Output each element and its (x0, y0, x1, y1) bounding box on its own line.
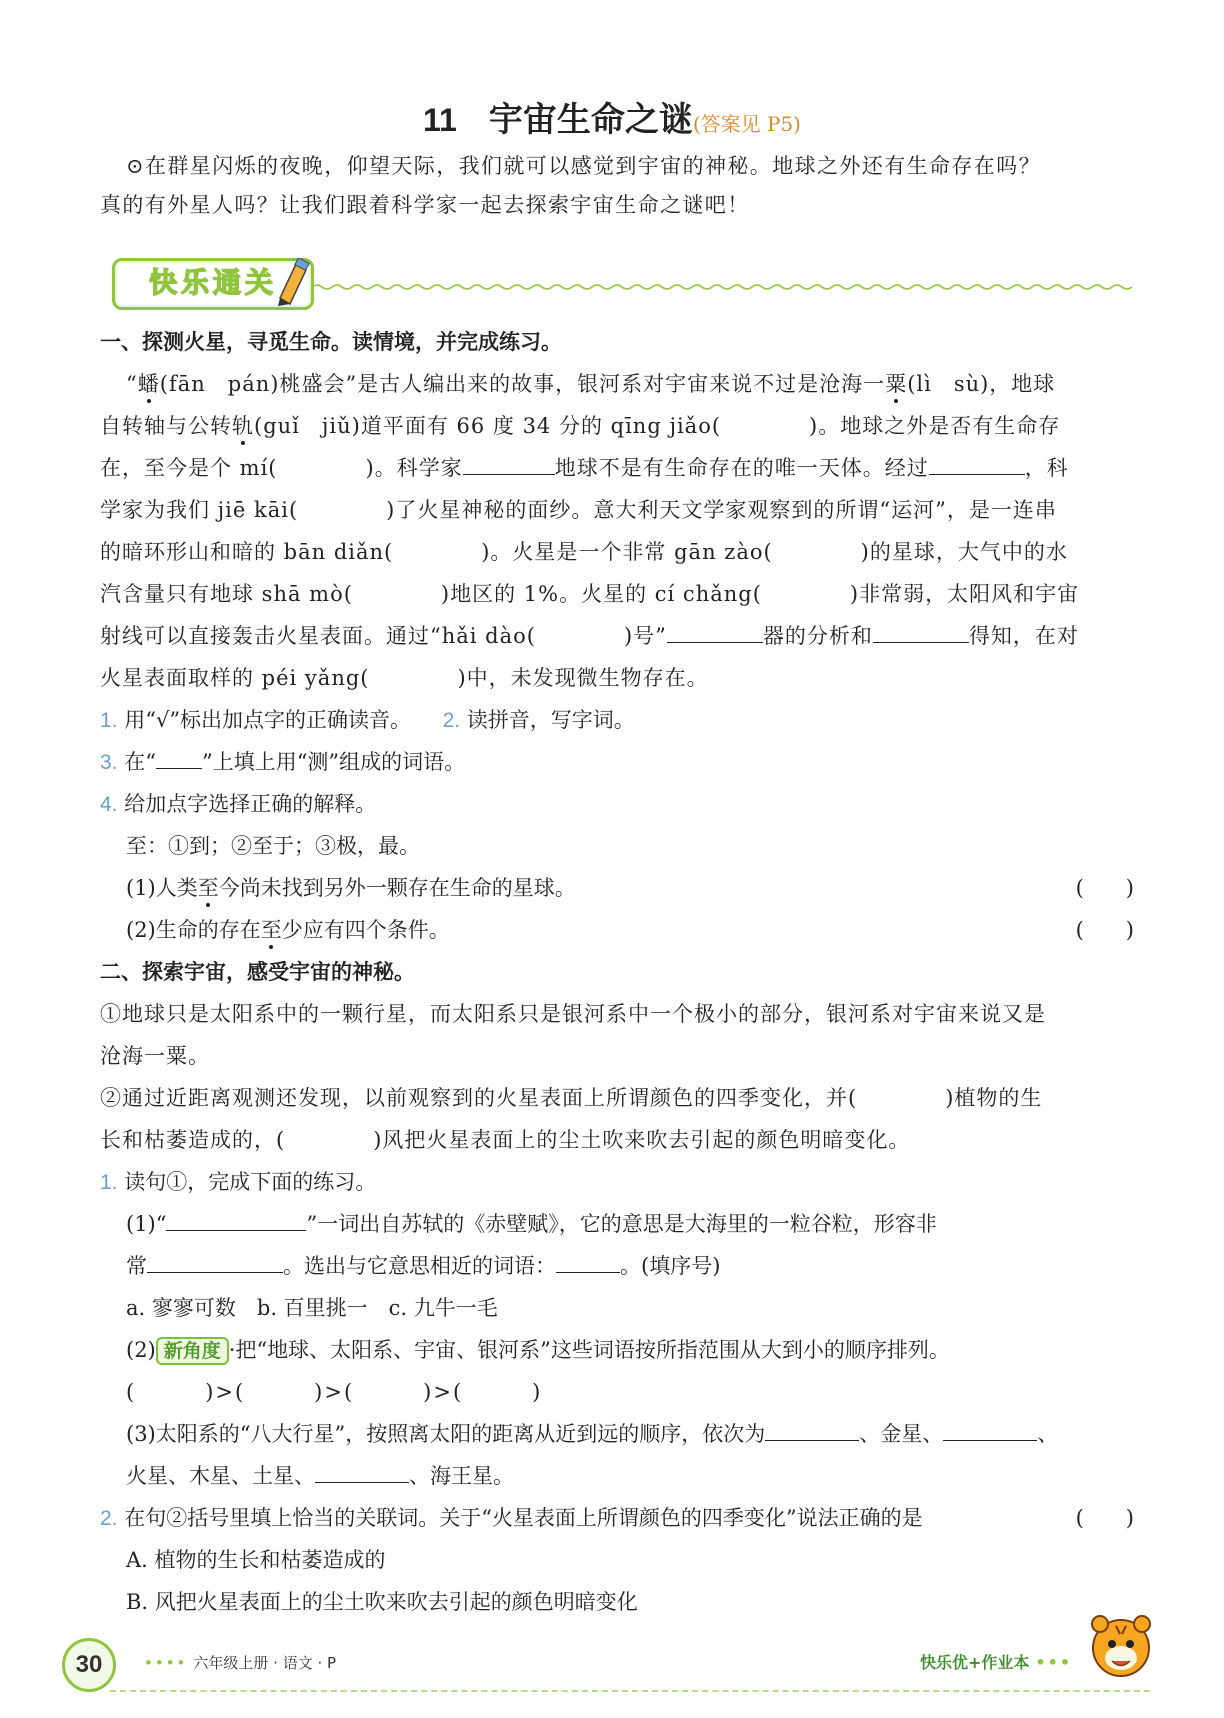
s2-question-1-options: a. 寥寥可数 b. 百里挑一 c. 九牛一毛 (126, 1296, 498, 1320)
intro-line-1: ⊙在群星闪烁的夜晚，仰望天际，我们就可以感觉到宇宙的神秘。地球之外还有生命存在吗？ (126, 154, 1041, 178)
banner-label: 快乐通关 (148, 266, 277, 299)
question-4-definition: 至：①到；②至于；③极，最。 (126, 834, 420, 858)
fill-blank[interactable] (156, 750, 202, 769)
sentence-1-line-2: 沧海一粟。 (100, 1044, 210, 1068)
s2-option-a[interactable]: A. 植物的生长和枯萎造成的 (126, 1548, 386, 1572)
fill-blank[interactable] (556, 1254, 620, 1273)
question-3: 3. 在“ ”上填上用“测”组成的词语。 (100, 750, 466, 774)
passage-line-1: “蟠(fān pán)桃盛会”是古人编出来的故事，银河系对宇宙来说不过是沧海一粟(lì sù)，地球 (126, 372, 1056, 396)
intro-line-2: 真的有外星人吗？让我们跟着科学家一起去探索宇宙生命之谜吧！ (100, 193, 750, 217)
s2-question-1: 1. 读句①，完成下面的练习。 (100, 1170, 377, 1194)
passage-line-4: 学家为我们 jiē kāi( )了火星神秘的面纱。意大利天文学家观察到的所谓“运河”，是一连串 (100, 498, 1057, 522)
question-4-item-1: (1)人类至今尚未找到另外一颗存在生命的星球。 (126, 876, 576, 900)
passage-line-7: 射线可以直接轰击火星表面。通过“hǎi dào( )号” 器的分析和 得知，在对 (100, 624, 1079, 648)
passage-line-6: 汽含量只有地球 shā mò( )地区的 1%。火星的 cí chǎng( )非常弱，太阳风和宇宙 (100, 582, 1080, 606)
fill-blank[interactable] (166, 1212, 306, 1231)
fill-blank[interactable] (943, 1422, 1037, 1441)
passage-line-2: 自转轴与公转轨(guǐ jiǔ)道平面有 66 度 34 分的 qīng jiǎo( )。地球之外是否有生命存 (100, 414, 1061, 438)
passage-line-5: 的暗环形山和暗的 bān diǎn( )。火星是一个非常 gān zào( )的星球，大气中的水 (100, 540, 1068, 564)
fill-blank[interactable] (873, 624, 969, 643)
tiger-mascot-icon (1086, 1606, 1156, 1686)
question-4-item-2: (2)生命的存在至少应有四个条件。 (126, 918, 450, 942)
dotted-char: 至 (197, 876, 219, 900)
dotted-char: 粟 (885, 372, 908, 396)
s2-question-1-2: (2) 新角度 ·把“地球、太阳系、宇宙、银河系”这些词语按所指范围从大到小的顺序排列。 (126, 1334, 1171, 1365)
s2-question-2: 2. 在句②括号里填上恰当的关联词。关于“火星表面上所谓颜色的四季变化”说法正确的是 (100, 1506, 923, 1530)
dotted-char: 蟠 (137, 372, 160, 396)
answer-paren[interactable]: ( ) (1075, 1506, 1134, 1530)
pencil-icon (270, 258, 310, 306)
s2-order-answer[interactable]: ( )>( )>( )>( ) (126, 1380, 543, 1404)
lesson-number: 11 (423, 102, 457, 138)
s2-question-1-3: (3)太阳系的“八大行星”，按照离太阳的距离从近到远的顺序，依次为 、金星、 、 (126, 1422, 1059, 1446)
sentence-2-line-2: 长和枯萎造成的，( )风把火星表面上的尘土吹来吹去引起的颜色明暗变化。 (100, 1128, 911, 1152)
question-1-2: 1. 用“√”标出加点字的正确读音。 2. 读拼音，写字词。 (100, 708, 635, 732)
banner-wave-divider (312, 283, 1132, 291)
fill-blank[interactable] (147, 1254, 283, 1273)
fill-blank[interactable] (667, 624, 763, 643)
question-4: 4. 给加点字选择正确的解释。 (100, 792, 377, 816)
footer-divider (110, 1690, 1150, 1692)
grade-label: •••• 六年级上册 · 语文 · P (144, 1654, 337, 1672)
s2-question-1-1-cont: 常 。选出与它意思相近的词语： 。(填序号) (126, 1254, 721, 1278)
dotted-char: 轨 (232, 414, 254, 438)
answer-note: (答案见 P5) (692, 112, 801, 136)
s2-option-b[interactable]: B. 风把火星表面上的尘土吹来吹去引起的颜色明暗变化 (126, 1590, 638, 1614)
page-title (0, 92, 1224, 141)
fill-blank[interactable] (765, 1422, 859, 1441)
fill-blank[interactable] (463, 456, 555, 475)
brand-label: 快乐优+作业本 ••• (920, 1653, 1073, 1672)
s2-question-1-1: (1)“ ”一词出自苏轼的《赤壁赋》，它的意思是大海里的一粒谷粒，形容非 (126, 1212, 937, 1236)
passage-line-8: 火星表面取样的 péi yǎng( )中，未发现微生物存在。 (100, 666, 709, 690)
fill-blank[interactable] (315, 1464, 409, 1483)
answer-paren[interactable]: ( ) (1075, 918, 1134, 942)
passage-line-3: 在，至今是个 mí( )。科学家 地球不是有生命存在的唯一天体。经过 ，科 (100, 456, 1069, 480)
answer-paren[interactable]: ( ) (1075, 876, 1134, 900)
section1-heading: 一、探测火星，寻觅生命。读情境，并完成练习。 (100, 330, 562, 354)
dotted-char: 至 (260, 918, 282, 942)
new-angle-tag: 新角度 (156, 1337, 229, 1365)
sentence-1-line-1: ①地球只是太阳系中的一颗行星，而太阳系只是银河系中一个极小的部分，银河系对宇宙来说又是 (100, 1002, 1046, 1026)
fill-blank[interactable] (929, 456, 1025, 475)
section2-heading: 二、探索宇宙，感受宇宙的神秘。 (100, 960, 415, 984)
page-number: 30 (62, 1638, 116, 1692)
lesson-title: 宇宙生命之谜 (488, 101, 693, 139)
s2-question-1-3-cont: 火星、木星、土星、 、海王星。 (126, 1464, 514, 1488)
sentence-2-line-1: ②通过近距离观测还发现，以前观察到的火星表面上所谓颜色的四季变化，并( )植物的生 (100, 1086, 1043, 1110)
